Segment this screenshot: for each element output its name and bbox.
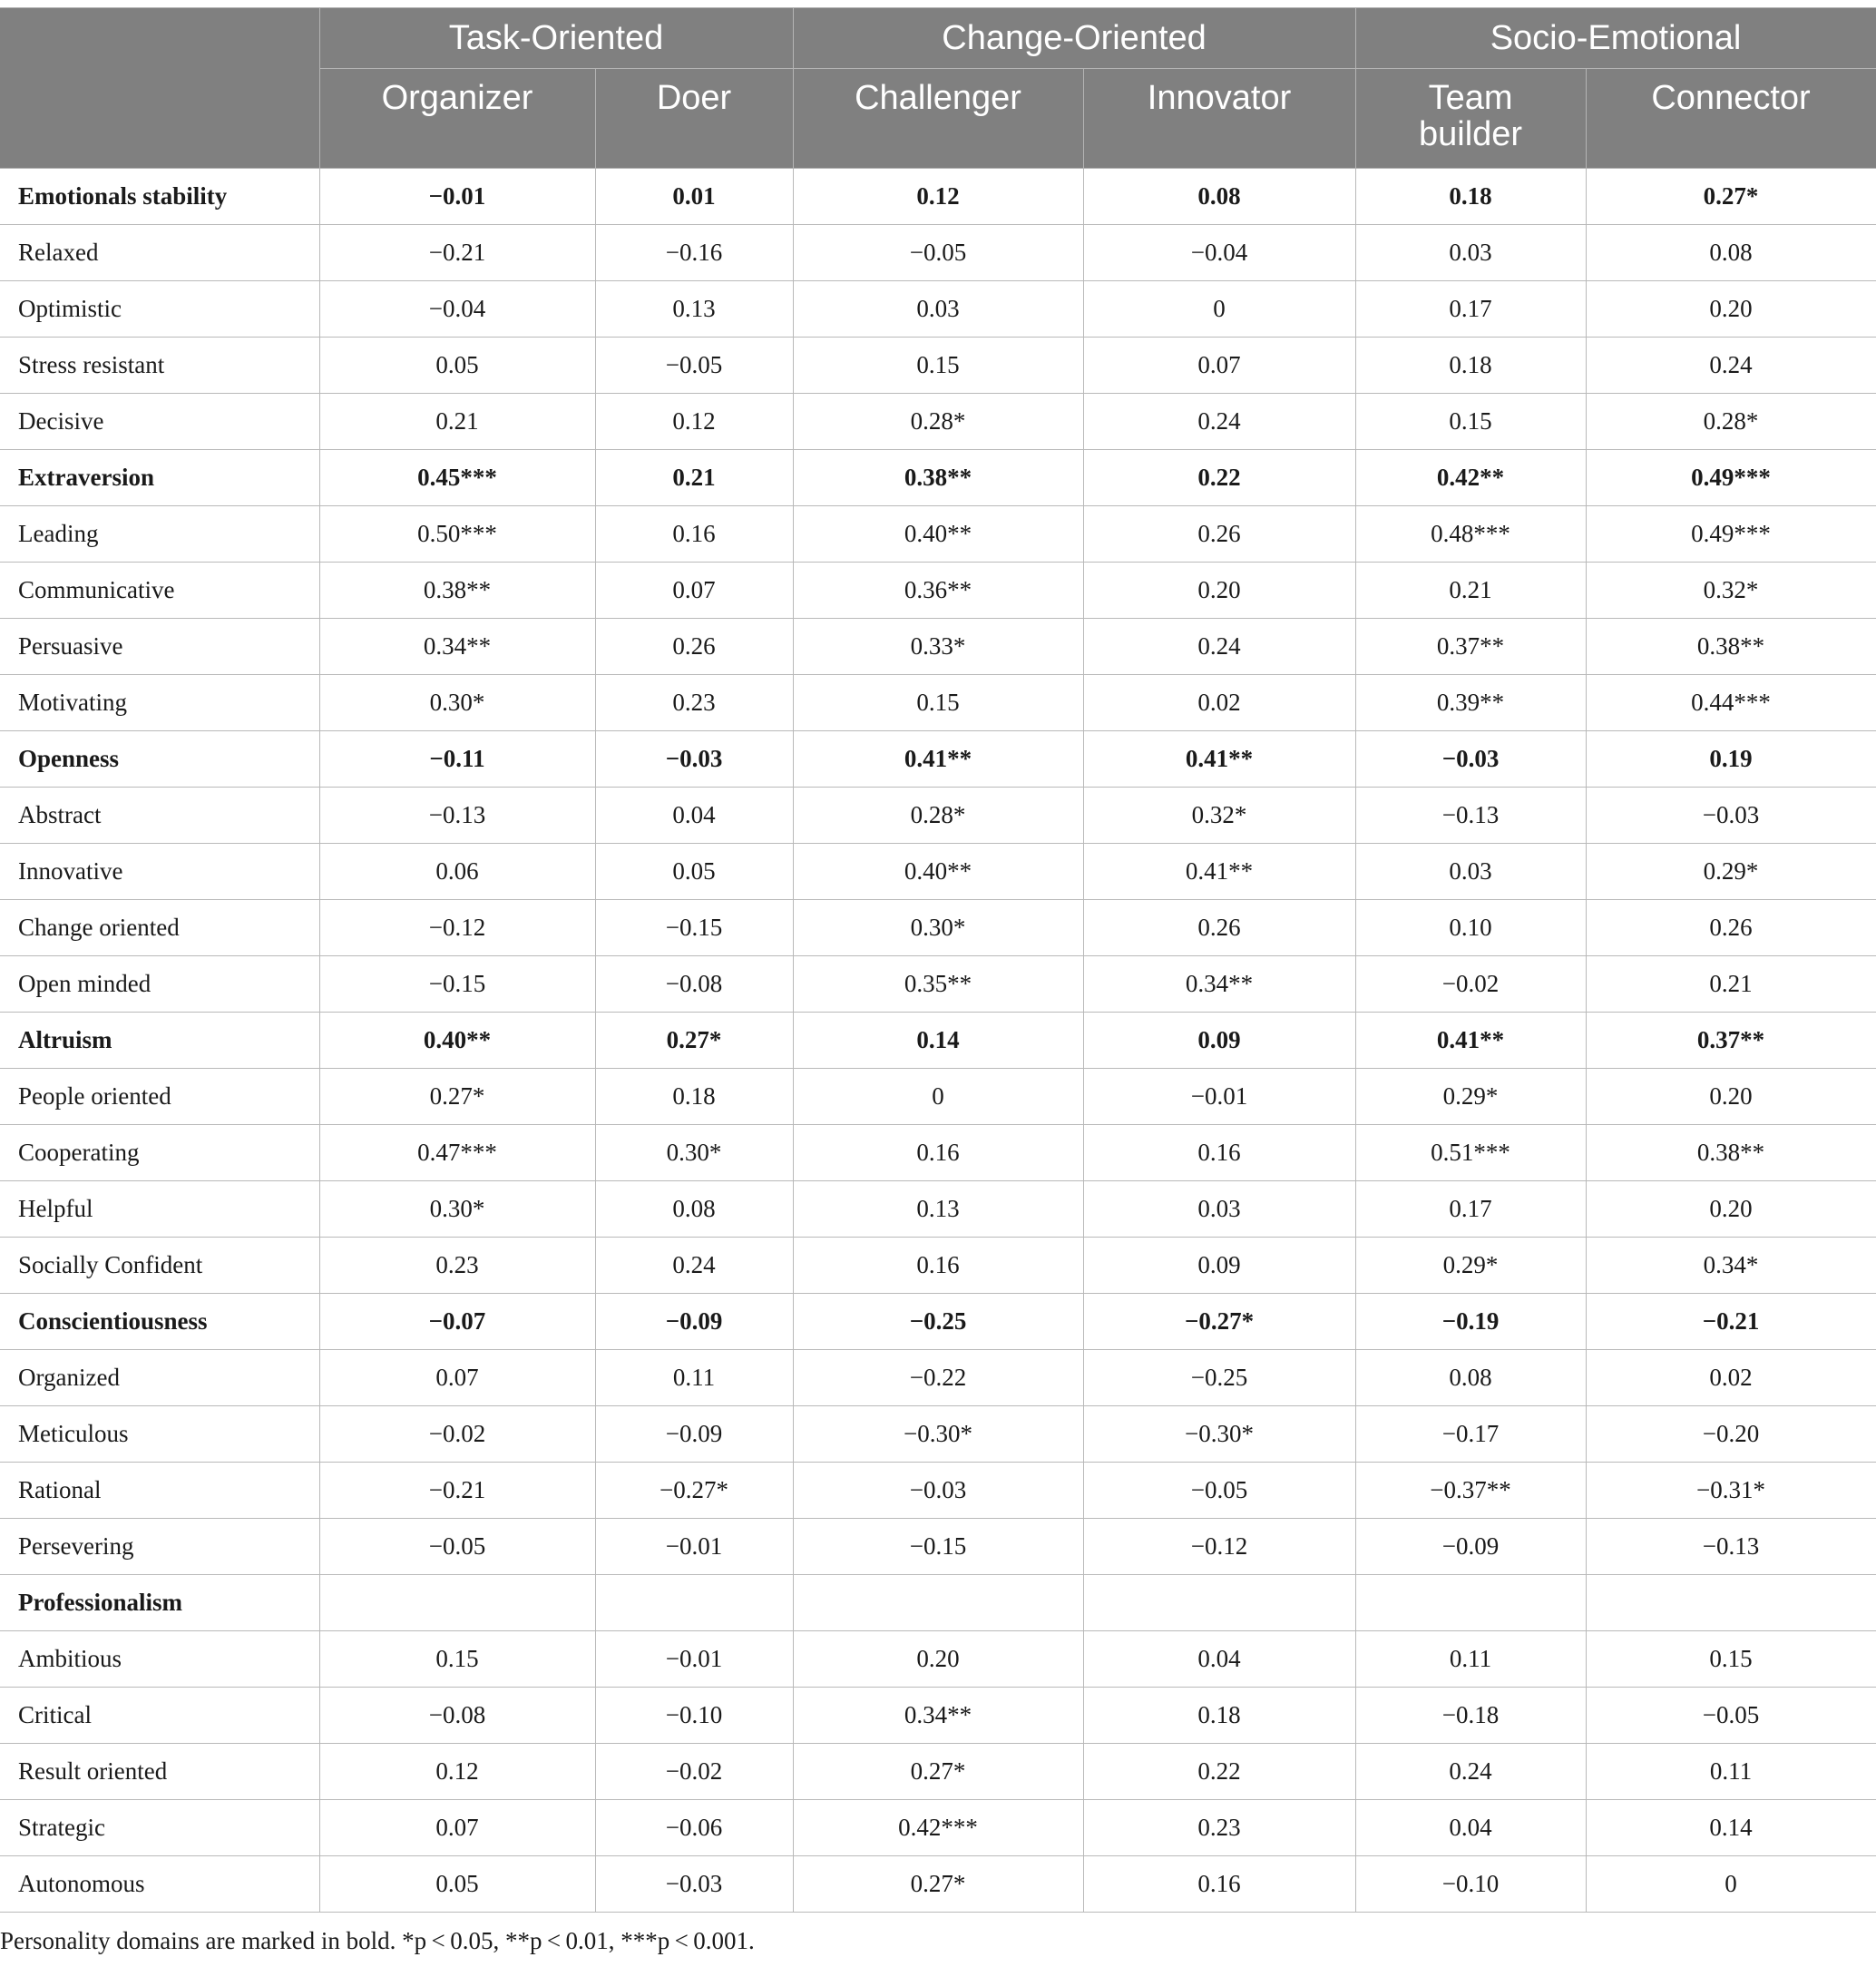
table-body <box>0 169 1876 1913</box>
table-cell: 0.15 <box>1586 1631 1876 1688</box>
row-label: Altruism <box>0 1013 319 1069</box>
table-cell: 0.16 <box>1083 1125 1355 1181</box>
column-header-innovator: Innovator <box>1083 69 1355 169</box>
table-cell: 0 <box>793 1069 1083 1125</box>
table-cell: 0.29* <box>1355 1238 1586 1294</box>
table-cell: 0.12 <box>319 1744 595 1800</box>
table-cell: −0.04 <box>319 281 595 338</box>
table-cell: 0.24 <box>1355 1744 1586 1800</box>
table-cell <box>1083 1575 1355 1631</box>
table-cell: −0.18 <box>1355 1688 1586 1744</box>
table-row <box>0 1238 1876 1294</box>
row-label: Helpful <box>0 1181 319 1238</box>
table-cell: 0.48*** <box>1355 506 1586 563</box>
table-cell: 0.05 <box>319 1856 595 1913</box>
table-cell: 0.19 <box>1586 731 1876 788</box>
table-cell: −0.02 <box>319 1406 595 1463</box>
table-row <box>0 225 1876 281</box>
table-cell: 0.08 <box>595 1181 793 1238</box>
row-label: Strategic <box>0 1800 319 1856</box>
table-row <box>0 956 1876 1013</box>
table-cell: 0.38** <box>1586 1125 1876 1181</box>
table-row <box>0 1069 1876 1125</box>
table-cell: −0.10 <box>595 1688 793 1744</box>
table-cell <box>1586 1575 1876 1631</box>
table-cell: 0.03 <box>1355 225 1586 281</box>
table-cell: 0.24 <box>1083 394 1355 450</box>
table-cell: 0.27* <box>793 1744 1083 1800</box>
table-cell: −0.03 <box>1355 731 1586 788</box>
table-cell: −0.15 <box>793 1519 1083 1575</box>
table-cell: 0.18 <box>595 1069 793 1125</box>
table-cell: −0.06 <box>595 1800 793 1856</box>
table-cell: −0.09 <box>595 1294 793 1350</box>
row-label: Ambitious <box>0 1631 319 1688</box>
table-row-domain <box>0 1294 1876 1350</box>
table-cell: −0.01 <box>1083 1069 1355 1125</box>
table-cell: 0.11 <box>595 1350 793 1406</box>
table-cell: 0 <box>1586 1856 1876 1913</box>
table-cell: 0.16 <box>793 1125 1083 1181</box>
table-cell: 0.49*** <box>1586 506 1876 563</box>
table-cell: −0.05 <box>319 1519 595 1575</box>
table-cell: 0.27* <box>1586 169 1876 225</box>
group-header-task-oriented: Task-Oriented <box>319 8 793 69</box>
table-cell: 0.37** <box>1355 619 1586 675</box>
header-corner-cell <box>0 8 319 169</box>
table-cell: −0.08 <box>319 1688 595 1744</box>
table-cell: 0.15 <box>1355 394 1586 450</box>
table-cell: 0.04 <box>1083 1631 1355 1688</box>
column-header-connector: Connector <box>1586 69 1876 169</box>
table-cell: −0.20 <box>1586 1406 1876 1463</box>
table-cell: 0.29* <box>1586 844 1876 900</box>
table-row <box>0 281 1876 338</box>
row-label: Organized <box>0 1350 319 1406</box>
row-label: Cooperating <box>0 1125 319 1181</box>
table-row-domain <box>0 1575 1876 1631</box>
table-cell: 0.13 <box>595 281 793 338</box>
row-label: Professionalism <box>0 1575 319 1631</box>
table-cell: 0.20 <box>1586 281 1876 338</box>
table-row-domain <box>0 450 1876 506</box>
table-cell: −0.22 <box>793 1350 1083 1406</box>
table-row <box>0 394 1876 450</box>
table-row <box>0 844 1876 900</box>
table-cell: −0.07 <box>319 1294 595 1350</box>
table-cell: 0.04 <box>595 788 793 844</box>
table-row <box>0 1125 1876 1181</box>
row-label: Conscientiousness <box>0 1294 319 1350</box>
table-cell: 0.16 <box>595 506 793 563</box>
row-label: Communicative <box>0 563 319 619</box>
table-cell: 0.40** <box>793 506 1083 563</box>
table-cell: 0.27* <box>319 1069 595 1125</box>
table-cell: −0.13 <box>1586 1519 1876 1575</box>
table-cell: 0.34** <box>793 1688 1083 1744</box>
table-cell: −0.09 <box>1355 1519 1586 1575</box>
table-cell <box>595 1575 793 1631</box>
table-cell: 0.01 <box>595 169 793 225</box>
table-cell: 0.18 <box>1083 1688 1355 1744</box>
table-cell: 0.32* <box>1586 563 1876 619</box>
row-label: Critical <box>0 1688 319 1744</box>
table-cell: 0.30* <box>319 1181 595 1238</box>
row-label: Openness <box>0 731 319 788</box>
row-label: Socially Confident <box>0 1238 319 1294</box>
table-cell: −0.11 <box>319 731 595 788</box>
table-cell: 0.40** <box>319 1013 595 1069</box>
table-cell: −0.37** <box>1355 1463 1586 1519</box>
table-cell: 0.05 <box>595 844 793 900</box>
row-label: Emotionals stability <box>0 169 319 225</box>
column-header-doer: Doer <box>595 69 793 169</box>
column-header-team-builder-label: Team builder <box>1418 79 1523 153</box>
row-label: Rational <box>0 1463 319 1519</box>
table-cell: 0.04 <box>1355 1800 1586 1856</box>
table-cell: 0.12 <box>595 394 793 450</box>
table-cell: 0.47*** <box>319 1125 595 1181</box>
table-cell: −0.05 <box>595 338 793 394</box>
row-label: Autonomous <box>0 1856 319 1913</box>
table-cell: 0.30* <box>595 1125 793 1181</box>
table-cell: 0.21 <box>1586 956 1876 1013</box>
header-group-row <box>0 8 1876 69</box>
table-row <box>0 1744 1876 1800</box>
table-cell: 0.39** <box>1355 675 1586 731</box>
table-cell: −0.27* <box>595 1463 793 1519</box>
table-cell <box>1355 1575 1586 1631</box>
table-cell: 0.23 <box>1083 1800 1355 1856</box>
table-cell: 0.14 <box>793 1013 1083 1069</box>
column-header-organizer: Organizer <box>319 69 595 169</box>
table-cell: 0.16 <box>793 1238 1083 1294</box>
table-cell: 0.24 <box>595 1238 793 1294</box>
table-row <box>0 619 1876 675</box>
table-cell: 0.07 <box>319 1800 595 1856</box>
table-cell: −0.01 <box>595 1519 793 1575</box>
row-label: Relaxed <box>0 225 319 281</box>
table-row <box>0 788 1876 844</box>
table-row <box>0 1688 1876 1744</box>
table-cell: 0.32* <box>1083 788 1355 844</box>
table-cell: 0.42** <box>1355 450 1586 506</box>
table-cell: 0.20 <box>1586 1069 1876 1125</box>
table-cell: −0.02 <box>595 1744 793 1800</box>
table-cell: 0.11 <box>1355 1631 1586 1688</box>
table-cell: −0.03 <box>595 1856 793 1913</box>
table-cell: −0.31* <box>1586 1463 1876 1519</box>
table-cell: 0.15 <box>793 338 1083 394</box>
table-cell: −0.09 <box>595 1406 793 1463</box>
table-cell: 0.33* <box>793 619 1083 675</box>
row-label: People oriented <box>0 1069 319 1125</box>
table-cell: 0.42*** <box>793 1800 1083 1856</box>
row-label: Stress resistant <box>0 338 319 394</box>
group-header-socio-emotional: Socio-Emotional <box>1355 8 1876 69</box>
table-cell: 0.11 <box>1586 1744 1876 1800</box>
table-cell: 0.20 <box>1586 1181 1876 1238</box>
table-cell: −0.25 <box>1083 1350 1355 1406</box>
table-cell: 0.09 <box>1083 1238 1355 1294</box>
table-row-domain <box>0 731 1876 788</box>
table-cell: −0.30* <box>1083 1406 1355 1463</box>
table-row <box>0 338 1876 394</box>
table-row <box>0 1350 1876 1406</box>
table-cell: 0.14 <box>1586 1800 1876 1856</box>
table-row <box>0 1856 1876 1913</box>
table-cell: 0.08 <box>1355 1350 1586 1406</box>
table-row <box>0 900 1876 956</box>
correlation-table <box>0 7 1876 1913</box>
table-cell: 0.27* <box>595 1013 793 1069</box>
table-cell: 0.07 <box>1083 338 1355 394</box>
table-cell: 0.12 <box>793 169 1083 225</box>
row-label: Result oriented <box>0 1744 319 1800</box>
column-header-team-builder <box>1355 69 1586 169</box>
table-footnote: Personality domains are marked in bold. *p < 0.05, **p < 0.01, ***p < 0.001. <box>0 1927 755 1954</box>
table-cell: 0 <box>1083 281 1355 338</box>
table-cell: 0.15 <box>319 1631 595 1688</box>
table-cell: 0.44*** <box>1586 675 1876 731</box>
table-cell: −0.05 <box>1083 1463 1355 1519</box>
table-cell <box>793 1575 1083 1631</box>
table-cell: 0.16 <box>1083 1856 1355 1913</box>
table-cell: −0.21 <box>319 1463 595 1519</box>
table-cell: 0.41** <box>1083 731 1355 788</box>
table-cell: 0.23 <box>319 1238 595 1294</box>
table-cell: −0.02 <box>1355 956 1586 1013</box>
row-label: Decisive <box>0 394 319 450</box>
table-row <box>0 1463 1876 1519</box>
table-cell: 0.27* <box>793 1856 1083 1913</box>
table-cell: 0.41** <box>1083 844 1355 900</box>
table-cell: 0.38** <box>319 563 595 619</box>
table-row <box>0 506 1876 563</box>
table-cell: −0.15 <box>595 900 793 956</box>
table-cell: 0.51*** <box>1355 1125 1586 1181</box>
table-cell: 0.02 <box>1083 675 1355 731</box>
table-cell: 0.30* <box>793 900 1083 956</box>
table-cell: −0.03 <box>595 731 793 788</box>
table-cell: −0.03 <box>793 1463 1083 1519</box>
table-cell: −0.10 <box>1355 1856 1586 1913</box>
table-cell: −0.05 <box>793 225 1083 281</box>
table-cell: 0.10 <box>1355 900 1586 956</box>
table-cell: 0.02 <box>1586 1350 1876 1406</box>
table-cell: 0.45*** <box>319 450 595 506</box>
table-cell: −0.12 <box>1083 1519 1355 1575</box>
row-label: Meticulous <box>0 1406 319 1463</box>
table-cell: 0.08 <box>1083 169 1355 225</box>
table-cell: 0.18 <box>1355 169 1586 225</box>
column-header-challenger: Challenger <box>793 69 1083 169</box>
table-cell: 0.17 <box>1355 1181 1586 1238</box>
table-row <box>0 563 1876 619</box>
table-cell: 0.23 <box>595 675 793 731</box>
table-cell: −0.13 <box>1355 788 1586 844</box>
table-cell: 0.40** <box>793 844 1083 900</box>
row-label: Optimistic <box>0 281 319 338</box>
table-cell <box>319 1575 595 1631</box>
table-cell: 0.37** <box>1586 1013 1876 1069</box>
table-cell: −0.30* <box>793 1406 1083 1463</box>
table-cell: 0.38** <box>793 450 1083 506</box>
table-cell: 0.03 <box>1083 1181 1355 1238</box>
row-label: Leading <box>0 506 319 563</box>
table-cell: −0.03 <box>1586 788 1876 844</box>
table-cell: −0.25 <box>793 1294 1083 1350</box>
row-label: Abstract <box>0 788 319 844</box>
table-cell: 0.17 <box>1355 281 1586 338</box>
table-cell: −0.01 <box>319 169 595 225</box>
table-cell: 0.21 <box>595 450 793 506</box>
table-cell: −0.21 <box>319 225 595 281</box>
table-cell: 0.29* <box>1355 1069 1586 1125</box>
table-cell: −0.21 <box>1586 1294 1876 1350</box>
table-cell: −0.16 <box>595 225 793 281</box>
table-cell: 0.13 <box>793 1181 1083 1238</box>
table-cell: −0.15 <box>319 956 595 1013</box>
table-row-domain <box>0 169 1876 225</box>
table-cell: 0.26 <box>1586 900 1876 956</box>
row-label: Persuasive <box>0 619 319 675</box>
table-cell: 0.35** <box>793 956 1083 1013</box>
table-row-domain <box>0 1013 1876 1069</box>
table-cell: −0.17 <box>1355 1406 1586 1463</box>
table-cell: −0.12 <box>319 900 595 956</box>
row-label: Persevering <box>0 1519 319 1575</box>
table-cell: 0.28* <box>793 394 1083 450</box>
table-cell: 0.26 <box>1083 900 1355 956</box>
table-cell: 0.36** <box>793 563 1083 619</box>
table-cell: −0.13 <box>319 788 595 844</box>
row-label: Open minded <box>0 956 319 1013</box>
table-row <box>0 1631 1876 1688</box>
table-cell: −0.19 <box>1355 1294 1586 1350</box>
table-cell: 0.20 <box>1083 563 1355 619</box>
table-row <box>0 675 1876 731</box>
table-cell: 0.06 <box>319 844 595 900</box>
table-cell: 0.41** <box>1355 1013 1586 1069</box>
table-cell: 0.26 <box>1083 506 1355 563</box>
table-cell: 0.49*** <box>1586 450 1876 506</box>
table-cell: 0.21 <box>1355 563 1586 619</box>
table-cell: 0.34** <box>319 619 595 675</box>
table-cell: 0.41** <box>793 731 1083 788</box>
table-cell: 0.30* <box>319 675 595 731</box>
table-cell: 0.26 <box>595 619 793 675</box>
table-cell: 0.34* <box>1586 1238 1876 1294</box>
table-row <box>0 1519 1876 1575</box>
table-cell: 0.03 <box>793 281 1083 338</box>
table-cell: 0.28* <box>793 788 1083 844</box>
group-header-change-oriented: Change-Oriented <box>793 8 1355 69</box>
table-header <box>0 8 1876 169</box>
table-row <box>0 1181 1876 1238</box>
row-label: Innovative <box>0 844 319 900</box>
table-cell: 0.07 <box>595 563 793 619</box>
table-cell: 0.15 <box>793 675 1083 731</box>
table-cell: −0.27* <box>1083 1294 1355 1350</box>
table-cell: 0.34** <box>1083 956 1355 1013</box>
row-label: Motivating <box>0 675 319 731</box>
correlation-table-container <box>0 7 1876 1913</box>
table-cell: 0.24 <box>1586 338 1876 394</box>
table-cell: 0.50*** <box>319 506 595 563</box>
table-cell: −0.01 <box>595 1631 793 1688</box>
table-cell: 0.24 <box>1083 619 1355 675</box>
table-cell: 0.21 <box>319 394 595 450</box>
table-cell: 0.08 <box>1586 225 1876 281</box>
table-cell: −0.05 <box>1586 1688 1876 1744</box>
table-row <box>0 1800 1876 1856</box>
table-cell: −0.08 <box>595 956 793 1013</box>
row-label: Change oriented <box>0 900 319 956</box>
table-cell: −0.04 <box>1083 225 1355 281</box>
table-cell: 0.07 <box>319 1350 595 1406</box>
table-cell: 0.22 <box>1083 1744 1355 1800</box>
table-cell: 0.05 <box>319 338 595 394</box>
table-cell: 0.20 <box>793 1631 1083 1688</box>
table-cell: 0.18 <box>1355 338 1586 394</box>
row-label: Extraversion <box>0 450 319 506</box>
table-cell: 0.28* <box>1586 394 1876 450</box>
table-row <box>0 1406 1876 1463</box>
table-cell: 0.22 <box>1083 450 1355 506</box>
table-cell: 0.38** <box>1586 619 1876 675</box>
table-cell: 0.09 <box>1083 1013 1355 1069</box>
table-cell: 0.03 <box>1355 844 1586 900</box>
